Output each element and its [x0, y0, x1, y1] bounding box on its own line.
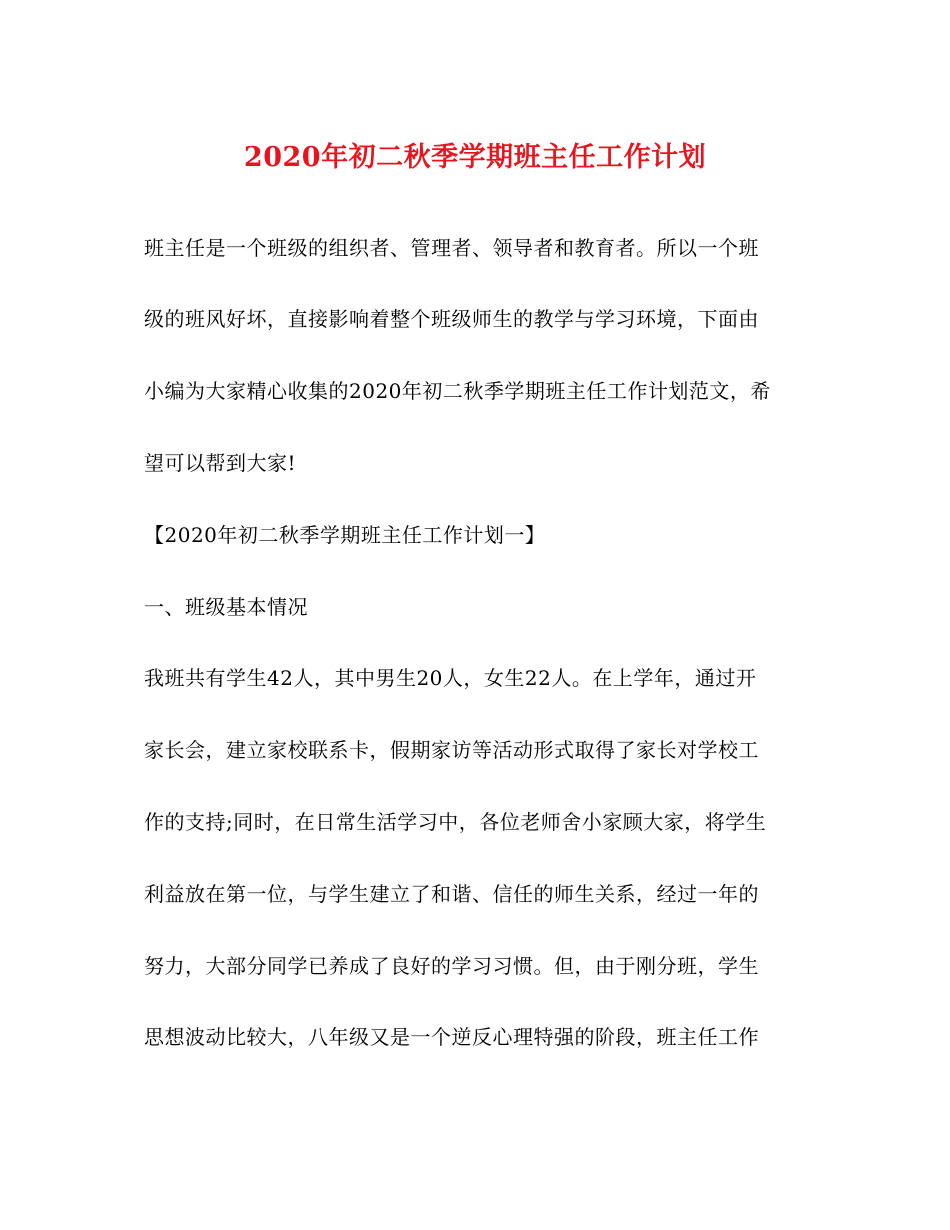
intro-line: 望可以帮到大家!: [144, 451, 297, 475]
section-heading: 【2020年初二秋季学期班主任工作计划一】: [144, 523, 546, 547]
body-line: 我班共有学生42人，其中男生20人，女生22人。在上学年，通过开: [144, 666, 757, 690]
intro-line: 小编为大家精心收集的2020年初二秋季学期班主任工作计划范文，希: [144, 379, 771, 403]
body-line: 思想波动比较大，八年级又是一个逆反心理特强的阶段，班主任工作: [144, 1025, 759, 1049]
body-line: 家长会，建立家校联系卡，假期家访等活动形式取得了家长对学校工: [144, 738, 759, 762]
body-line: 利益放在第一位，与学生建立了和谐、信任的师生关系，经过一年的: [144, 882, 759, 906]
subheading: 一、班级基本情况: [144, 595, 308, 619]
intro-line: 级的班风好坏，直接影响着整个班级师生的教学与学习环境，下面由: [144, 307, 759, 331]
document-title: 2020年初二秋季学期班主任工作计划: [243, 142, 707, 173]
body-line: 努力，大部分同学已养成了良好的学习习惯。但，由于刚分班，学生: [144, 954, 759, 978]
body-line: 作的支持;同时，在日常生活学习中，各位老师舍小家顾大家，将学生: [144, 810, 767, 834]
intro-line: 班主任是一个班级的组织者、管理者、领导者和教育者。所以一个班: [144, 236, 759, 260]
